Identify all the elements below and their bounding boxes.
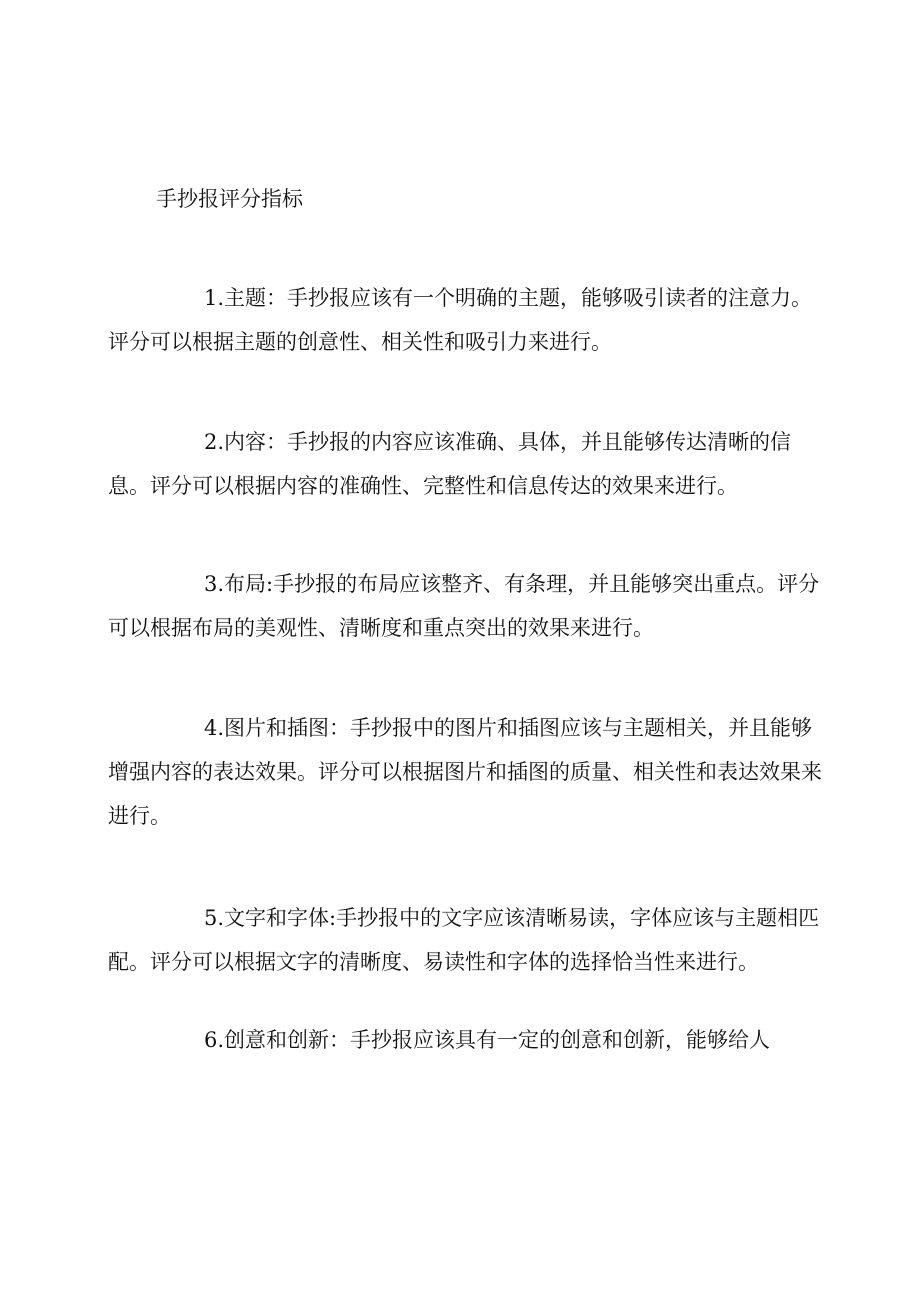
criterion-item-5 <box>108 896 828 984</box>
criterion-item-4 <box>108 706 828 838</box>
criterion-text: .文字和字体:手抄报中的文字应该清晰易读，字体应该与主题相匹配。评分可以根据文字的清晰度、易读性和字体的选择恰当性来进行。 <box>108 906 820 974</box>
criterion-item-6 <box>108 1018 828 1062</box>
criterion-number: 3 <box>204 572 218 596</box>
criterion-text: 主题：手抄报应该有一个明确的主题，能够吸引读者的注意力。评分可以根据主题的创意性、相关性和吸引力来进行。 <box>108 286 813 354</box>
criterion-number: 5 <box>204 906 218 930</box>
criterion-text: .图片和插图：手抄报中的图片和插图应该与主题相关，并且能够增强内容的表达效果。评分可以根据图片和插图的质量、相关性和表达效果来进行。 <box>108 716 822 828</box>
document-title: 手抄报评分指标 <box>156 187 303 211</box>
criterion-text: .创意和创新：手抄报应该具有一定的创意和创新，能够给人 <box>217 1028 771 1052</box>
criterion-item-1 <box>108 276 828 364</box>
criterion-text: .内容：手抄报的内容应该准确、具体，并且能够传达清晰的信息。评分可以根据内容的准确性、完整性和信息传达的效果来进行。 <box>108 430 792 498</box>
criterion-number: 4 <box>204 716 218 740</box>
criterion-number: 1. <box>204 286 225 310</box>
criterion-item-3 <box>108 562 828 650</box>
criterion-item-2 <box>108 420 828 508</box>
criterion-text: .布局:手抄报的布局应该整齐、有条理，并且能够突出重点。评分可以根据布局的美观性、清晰度和重点突出的效果来进行。 <box>108 572 820 640</box>
criterion-number: 6 <box>204 1028 218 1052</box>
criterion-number: 2 <box>204 430 218 454</box>
